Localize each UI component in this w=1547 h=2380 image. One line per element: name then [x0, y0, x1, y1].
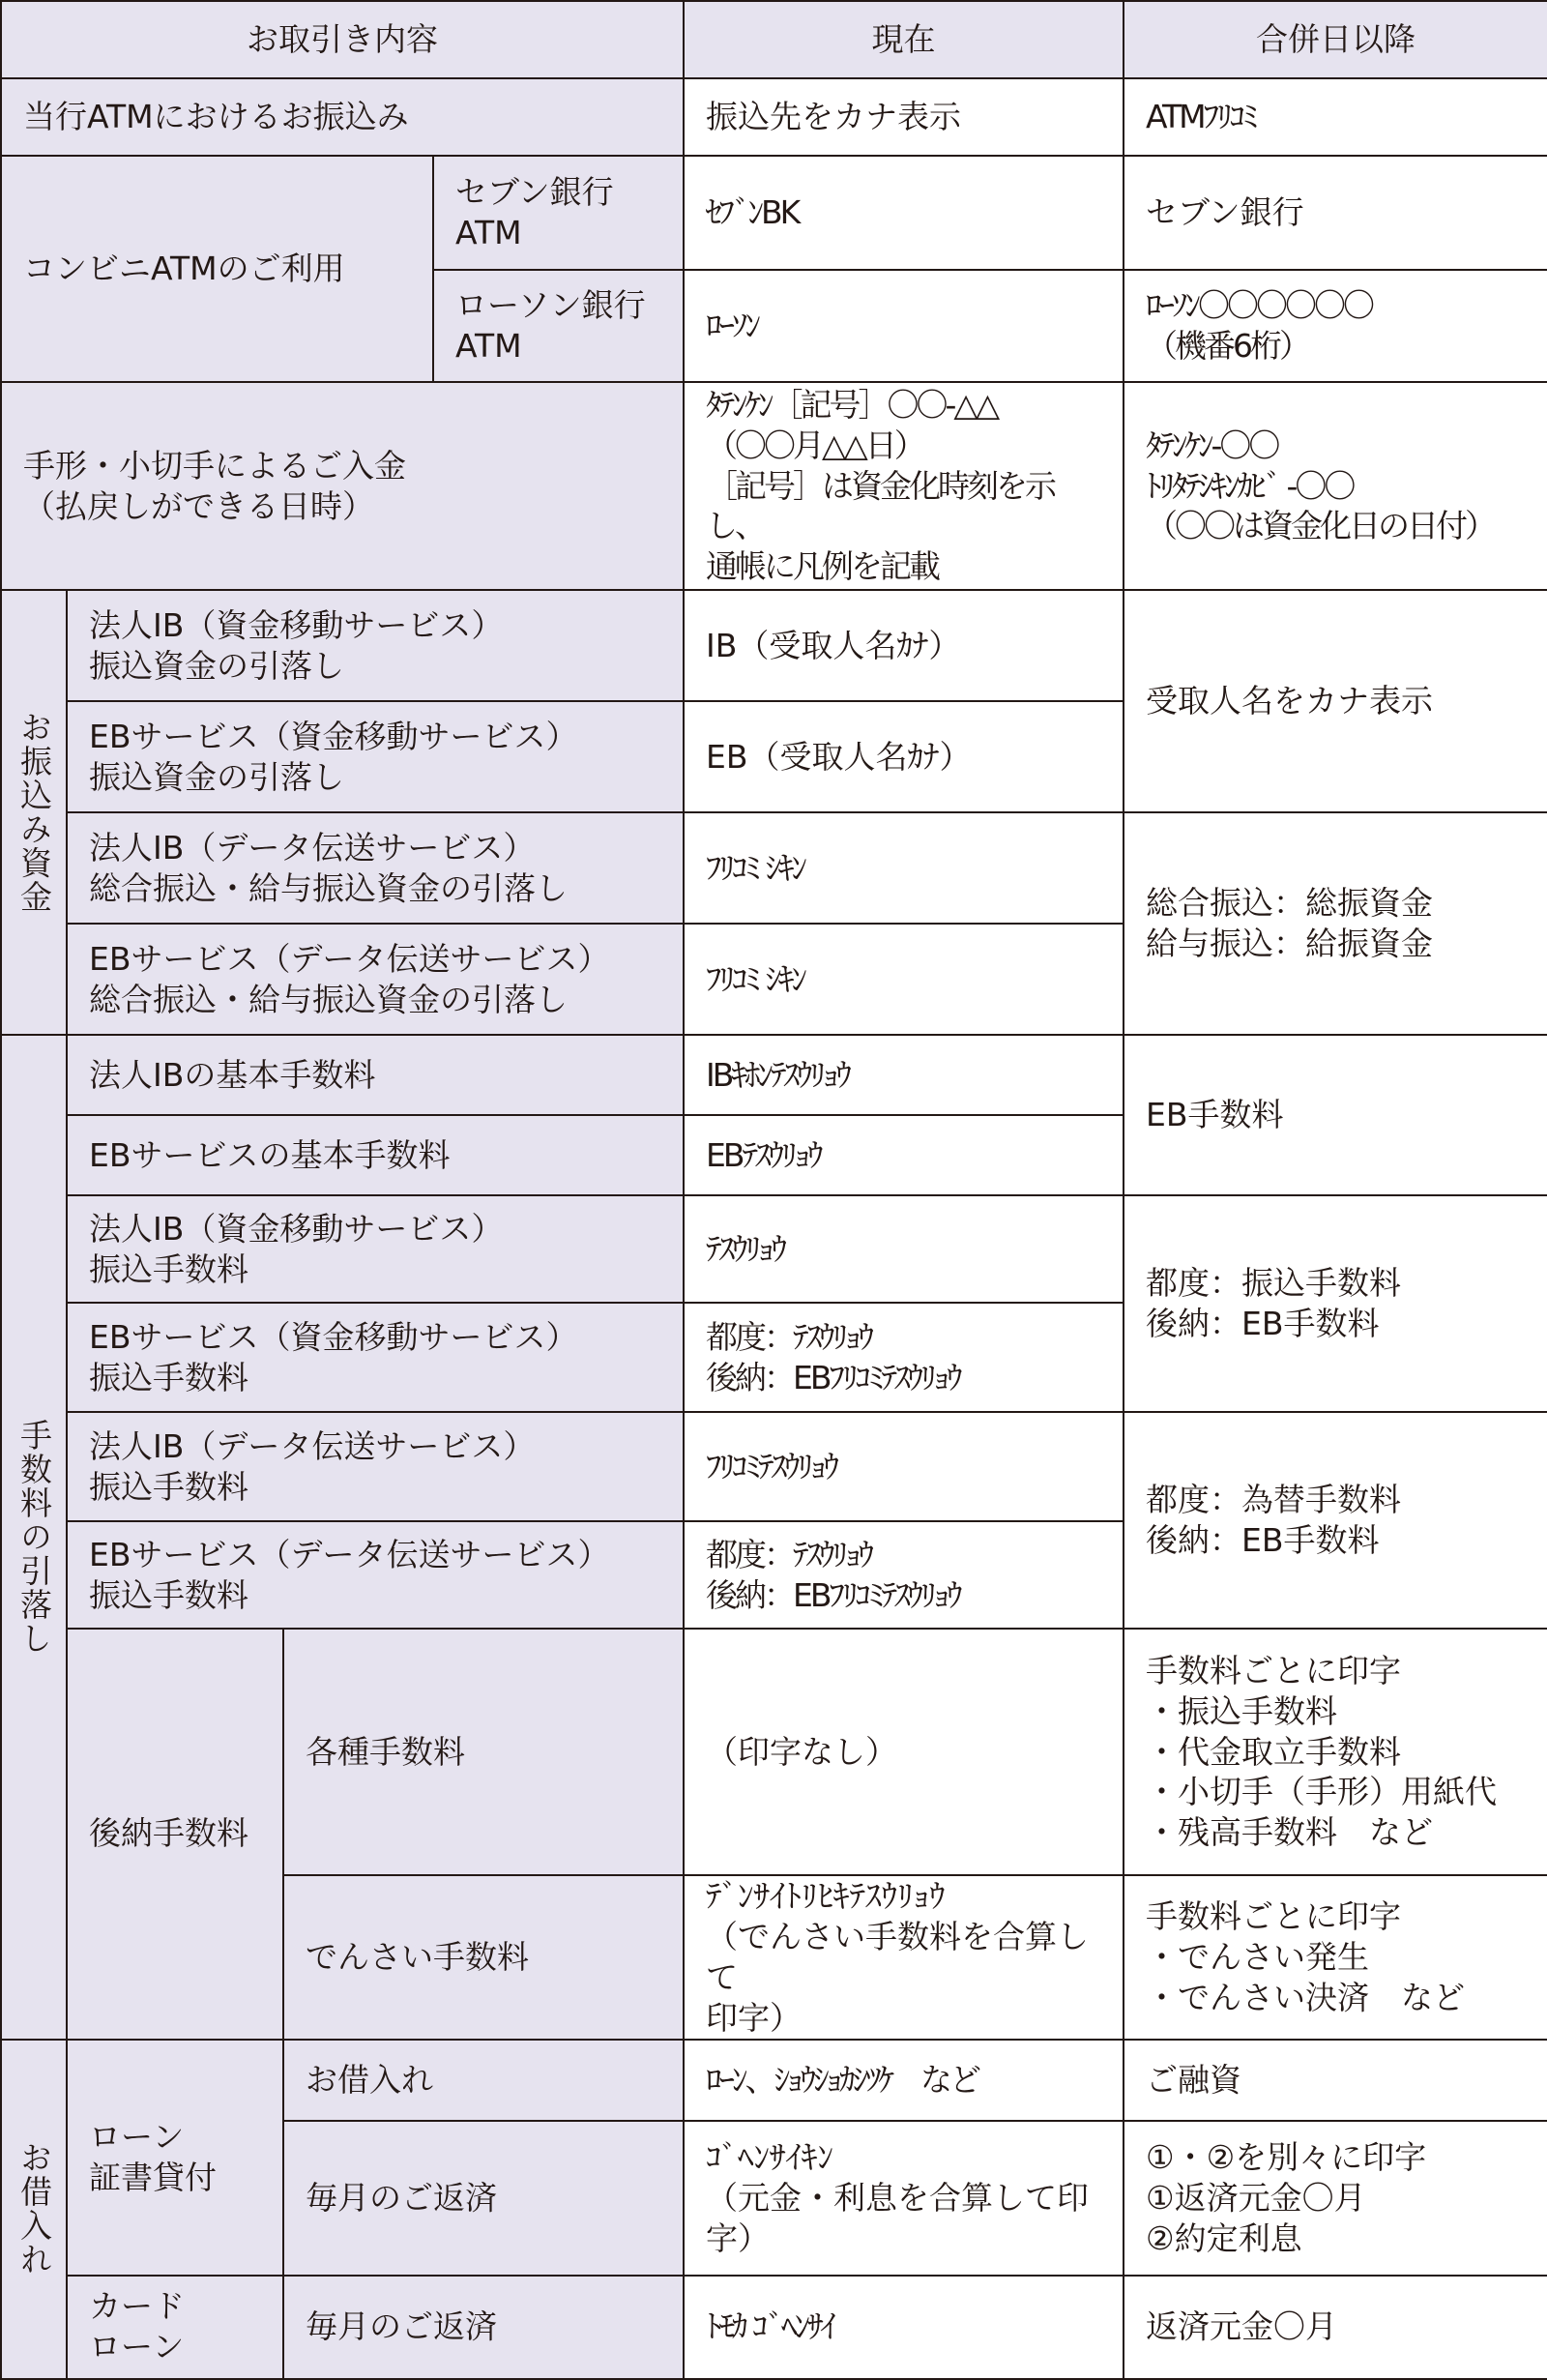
row-label: 法人IB（データ伝送サービス） 振込手数料 — [67, 1412, 684, 1521]
after-bill-deposit: ﾀﾃﾝｹﾝ-〇〇 ﾄﾘﾀﾃｼｷﾝｶﾋﾞ -〇〇 （〇〇は資金化日の日付） — [1124, 382, 1547, 590]
current-monthly-repayment: ｺﾞﾍﾝｻｲｷﾝ （元金・利息を合算して印字） — [684, 2121, 1124, 2276]
table-row — [1, 156, 1547, 270]
after-card-repayment: 返済元金〇月 — [1124, 2276, 1547, 2379]
sub-label-densai-fees: でんさい手数料 — [283, 1875, 684, 2040]
sub-label-monthly-repayment: 毎月のご返済 — [283, 2121, 684, 2276]
row-label-card-loan: カード ローン — [67, 2276, 283, 2379]
row-label: EBサービスの基本手数料 — [67, 1115, 684, 1195]
group-label-text: お振込み資金 — [15, 711, 53, 914]
after-seven-bank: セブン銀行 — [1124, 156, 1547, 270]
group-label-loans — [1, 2040, 67, 2379]
after-densai-fees: 手数料ごとに印字 ・でんさい発生 ・でんさい決済 など — [1124, 1875, 1547, 2040]
current-atm-transfer: 振込先をカナ表示 — [684, 78, 1124, 156]
row-label: EBサービス（資金移動サービス） 振込手数料 — [67, 1303, 684, 1412]
row-label: 法人IB（データ伝送サービス） 総合振込・給与振込資金の引落し — [67, 812, 684, 924]
after-value: 都度：振込手数料 後納：EB手数料 — [1124, 1195, 1547, 1412]
row-label: EBサービス（資金移動サービス） 振込資金の引落し — [67, 701, 684, 812]
table-row — [1, 2040, 1547, 2121]
current-value: EBﾃｽｳﾘｮｳ — [684, 1115, 1124, 1195]
current-lawson-bank: ﾛｰｿﾝ — [684, 270, 1124, 382]
header-row — [1, 1, 1547, 78]
row-label-certificate-loan: ローン 証書貸付 — [67, 2040, 283, 2276]
table-row — [1, 1035, 1547, 1115]
current-card-repayment: ﾄﾓｶ ｺﾞﾍﾝｻｲ — [684, 2276, 1124, 2379]
after-value: EB手数料 — [1124, 1035, 1547, 1195]
after-value: 総合振込：総振資金 給与振込：給振資金 — [1124, 812, 1547, 1035]
row-label: EBサービス（データ伝送サービス） 振込手数料 — [67, 1521, 684, 1629]
row-label-deferred-fees: 後納手数料 — [67, 1629, 283, 2040]
current-value: ﾌﾘｺﾐ ｼｷﾝ — [684, 924, 1124, 1035]
row-label-convenience-atm: コンビニATMのご利用 — [1, 156, 433, 382]
current-value: 都度：ﾃｽｳﾘｮｳ 後納：EBﾌﾘｺﾐﾃｽｳﾘｮｳ — [684, 1521, 1124, 1629]
header-current: 現在 — [684, 1, 1124, 78]
header-after-merger: 合併日以降 — [1124, 1, 1547, 78]
current-value: 都度：ﾃｽｳﾘｮｳ 後納：EBﾌﾘｺﾐﾃｽｳﾘｮｳ — [684, 1303, 1124, 1412]
current-various-fees: （印字なし） — [684, 1629, 1124, 1875]
row-label: EBサービス（データ伝送サービス） 総合振込・給与振込資金の引落し — [67, 924, 684, 1035]
sub-label-various-fees: 各種手数料 — [283, 1629, 684, 1875]
after-various-fees: 手数料ごとに印字 ・振込手数料 ・代金取立手数料 ・小切手（手形）用紙代 ・残高手数料 など — [1124, 1629, 1547, 1875]
after-monthly-repayment: ①・②を別々に印字 ①返済元金〇月 ②約定利息 — [1124, 2121, 1547, 2276]
table-row — [1, 2276, 1547, 2379]
current-value: IBｷﾎﾝﾃｽｳﾘｮｳ — [684, 1035, 1124, 1115]
after-borrow: ご融資 — [1124, 2040, 1547, 2121]
current-value: ﾃｽｳﾘｮｳ — [684, 1195, 1124, 1303]
after-value: 都度：為替手数料 後納：EB手数料 — [1124, 1412, 1547, 1629]
row-label: 法人IB（資金移動サービス） 振込資金の引落し — [67, 590, 684, 701]
current-seven-bank: ｾﾌﾞﾝBK — [684, 156, 1124, 270]
table-row — [1, 382, 1547, 590]
group-label-fees — [1, 1035, 67, 2040]
after-lawson-bank: ﾛｰｿﾝ〇〇〇〇〇〇 （機番6桁） — [1124, 270, 1547, 382]
table-row — [1, 78, 1547, 156]
row-label-atm-transfer: 当行ATMにおけるお振込み — [1, 78, 684, 156]
row-label-bill-deposit: 手形・小切手によるご入金 （払戻しができる日時） — [1, 382, 684, 590]
current-value: IB（受取人名ｶﾅ） — [684, 590, 1124, 701]
after-value: 受取人名をカナ表示 — [1124, 590, 1547, 812]
header-content: お取引き内容 — [1, 1, 684, 78]
current-densai-fees: ﾃﾞﾝｻｲﾄﾘﾋｷﾃｽｳﾘｮｳ （でんさい手数料を合算して 印字） — [684, 1875, 1124, 2040]
table-row — [1, 1195, 1547, 1303]
sub-label-card-monthly-repayment: 毎月のご返済 — [283, 2276, 684, 2379]
sub-label-borrow: お借入れ — [283, 2040, 684, 2121]
group-label-text: 手数料の引落し — [15, 1418, 53, 1656]
group-label-text: お借入れ — [15, 2141, 53, 2277]
sub-label-lawson-bank: ローソン銀行 ATM — [433, 270, 684, 382]
after-atm-transfer: ATMﾌﾘｺﾐ — [1124, 78, 1547, 156]
current-value: ﾌﾘｺﾐﾃｽｳﾘｮｳ — [684, 1412, 1124, 1521]
table-row — [1, 812, 1547, 924]
group-label-transfer-funds — [1, 590, 67, 1035]
current-value: ﾌﾘｺﾐ ｼｷﾝ — [684, 812, 1124, 924]
row-label: 法人IBの基本手数料 — [67, 1035, 684, 1115]
table-row — [1, 1412, 1547, 1521]
current-bill-deposit: ﾀﾃﾝｹﾝ［記号］〇〇-△△ （〇〇月△△日） ［記号］は資金化時刻を示し、 通帳に凡例を記載 — [684, 382, 1124, 590]
row-label: 法人IB（資金移動サービス） 振込手数料 — [67, 1195, 684, 1303]
current-borrow: ﾛｰﾝ、ｼｮｳｼｮｶｼﾂｹ など — [684, 2040, 1124, 2121]
table-row — [1, 590, 1547, 701]
table-row — [1, 1629, 1547, 1875]
sub-label-seven-bank: セブン銀行 ATM — [433, 156, 684, 270]
current-value: EB（受取人名ｶﾅ） — [684, 701, 1124, 812]
